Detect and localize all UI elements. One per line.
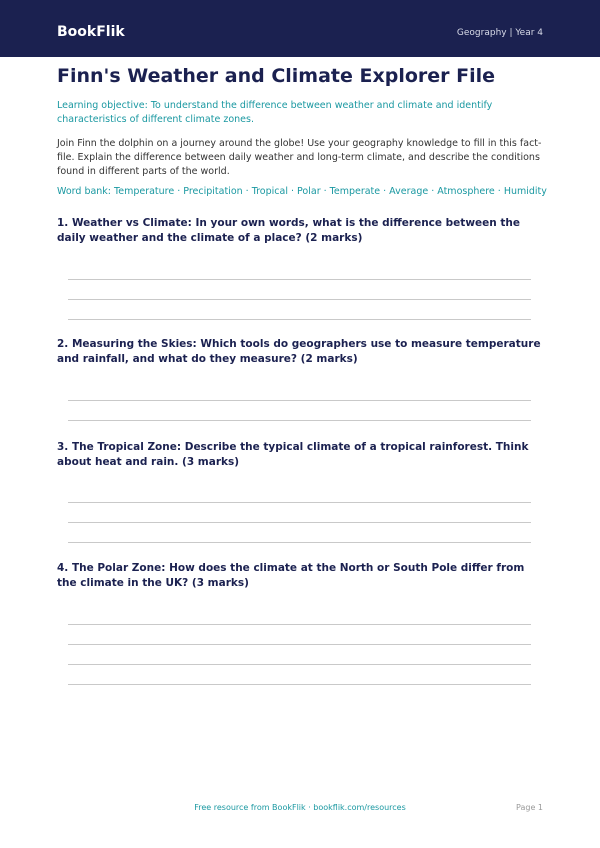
answer-line[interactable]	[68, 319, 531, 320]
answer-line[interactable]	[68, 522, 531, 523]
question-2: 2. Measuring the Skies: Which tools do geographers use to measure temperature and rainfall, and what do they measure? (2 marks)	[57, 338, 541, 365]
answer-line[interactable]	[68, 420, 531, 421]
header-bar	[0, 0, 600, 57]
answer-line[interactable]	[68, 400, 531, 401]
learning-objective: Learning objective: To understand the difference between weather and climate and identify characteristics of different climate zones.	[57, 100, 493, 125]
answer-line[interactable]	[68, 624, 531, 625]
page-title: Finn's Weather and Climate Explorer File	[57, 65, 496, 87]
question-1: 1. Weather vs Climate: In your own words, what is the difference between the daily weather and the climate of a place? (2 marks)	[57, 217, 521, 244]
answer-line[interactable]	[68, 684, 531, 685]
answer-line[interactable]	[68, 664, 531, 665]
word-bank: Word bank: Temperature · Precipitation · Tropical · Polar · Temperate · Average · Atmosphere · Humidity	[57, 186, 547, 197]
answer-line[interactable]	[68, 299, 531, 300]
answer-line[interactable]	[68, 279, 531, 280]
footer-credit: Free resource from BookFlik · bookflik.com/resources	[194, 803, 406, 812]
answer-line[interactable]	[68, 502, 531, 503]
subject-label: Geography | Year 4	[456, 28, 543, 38]
brand-logo-text: BookFlik	[57, 24, 125, 40]
question-4: 4. The Polar Zone: How does the climate at the North or South Pole differ from the climate in the UK? (3 marks)	[57, 562, 525, 589]
answer-line[interactable]	[68, 542, 531, 543]
question-3: 3. The Tropical Zone: Describe the typical climate of a tropical rainforest. Think about heat and rain. (3 marks)	[57, 441, 529, 468]
intro-paragraph: Join Finn the dolphin on a journey around the globe! Use your geography knowledge to fill in this fact-file. Explain the difference between daily weather and long-term climate, and describe the conditions found in different parts of the world.	[57, 138, 542, 177]
answer-line[interactable]	[68, 644, 531, 645]
page-number: Page 1	[516, 803, 543, 812]
